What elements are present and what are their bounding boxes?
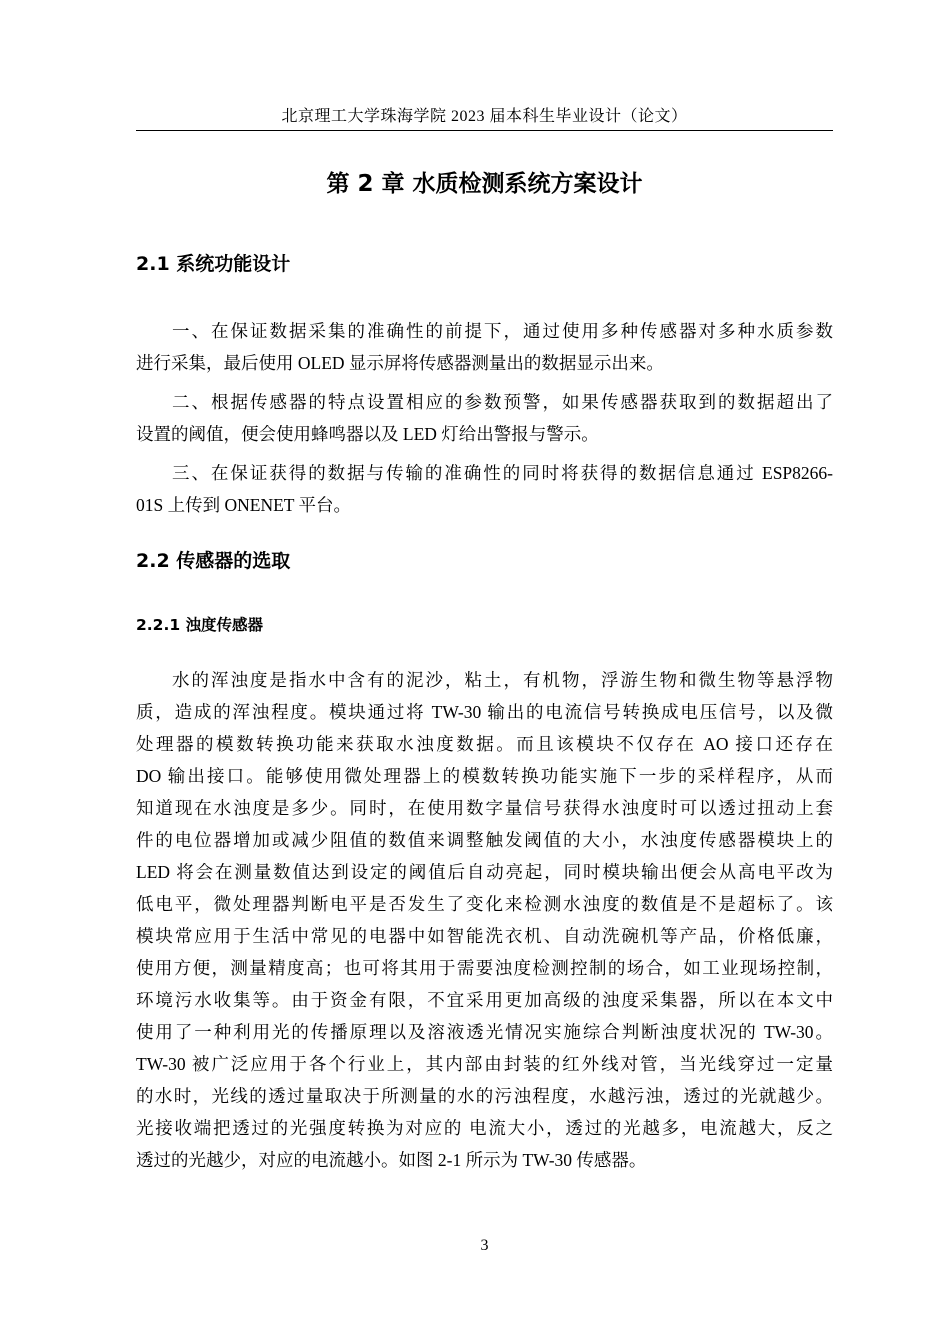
paragraph-line: TW-30 被广泛应用于各个行业上，其内部由封装的红外线对管，当光线穿过一定量 xyxy=(136,1054,833,1074)
paragraph-line: 的水时，光线的透过量取决于所测量的水的污浊程度，水越污浊，透过的光就越少。 xyxy=(136,1086,833,1106)
paragraph-line: 质，造成的浑浊程度。模块通过将 TW-30 输出的电流信号转换成电压信号，以及微 xyxy=(136,702,833,722)
paragraph-line: 低电平，微处理器判断电平是否发生了变化来检测水浊度的数值是不是超标了。该 xyxy=(136,894,833,914)
paragraph-line: 使用方便，测量精度高；也可将其用于需要浊度检测控制的场合，如工业现场控制， xyxy=(136,958,833,978)
paragraph-line: 三、在保证获得的数据与传输的准确性的同时将获得的数据信息通过 ESP8266- xyxy=(172,463,833,483)
paragraph-function-1 xyxy=(136,315,833,379)
paragraph-line: 件的电位器增加或减少阻值的数值来调整触发阈值的大小，水浊度传感器模块上的 xyxy=(136,830,833,850)
page-number: 3 xyxy=(480,1237,489,1254)
paragraph-line: 01S 上传到 ONENET 平台。 xyxy=(136,495,352,515)
paragraph-line: 模块常应用于生活中常见的电器中如智能洗衣机、自动洗碗机等产品，价格低廉， xyxy=(136,926,833,946)
paragraph-function-3 xyxy=(136,457,833,521)
subsection-heading-2-2-1: 2.2.1 浊度传感器 xyxy=(136,616,264,634)
paragraph-line: 设置的阈值，便会使用蜂鸣器以及 LED 灯给出警报与警示。 xyxy=(136,424,599,444)
paragraph-line: 处理器的模数转换功能来获取水浊度数据。而且该模块不仅存在 AO 接口还存在 xyxy=(136,734,833,754)
paragraph-line: DO 输出接口。能够使用微处理器上的模数转换功能实施下一步的采样程序，从而 xyxy=(136,766,833,786)
paragraph-line: 一、在保证数据采集的准确性的前提下，通过使用多种传感器对多种水质参数 xyxy=(172,321,833,341)
chapter-title: 第 2 章 水质检测系统方案设计 xyxy=(326,171,643,197)
paragraph-line: 知道现在水浊度是多少。同时，在使用数字量信号获得水浊度时可以透过扭动上套 xyxy=(136,798,833,818)
paragraph-line: 光接收端把透过的光强度转换为对应的 电流大小，透过的光越多，电流越大，反之 xyxy=(136,1118,833,1138)
section-heading-2-1: 2.1 系统功能设计 xyxy=(136,253,291,275)
paragraph-line: LED 将会在测量数值达到设定的阈值后自动亮起，同时模块输出便会从高电平改为 xyxy=(136,862,833,882)
paragraph-function-2 xyxy=(136,386,833,450)
page-header: 北京理工大学珠海学院 2023 届本科生毕业设计（论文） xyxy=(281,108,688,125)
paragraph-line: 水的浑浊度是指水中含有的泥沙，粘土，有机物，浮游生物和微生物等悬浮物 xyxy=(172,670,833,690)
paragraph-turbidity-sensor xyxy=(136,664,833,1176)
paragraph-line: 进行采集，最后使用 OLED 显示屏将传感器测量出的数据显示出来。 xyxy=(136,353,664,373)
paragraph-line: 二、根据传感器的特点设置相应的参数预警，如果传感器获取到的数据超出了 xyxy=(172,392,833,412)
paragraph-line: 透过的光越少，对应的电流越小。如图 2-1 所示为 TW-30 传感器。 xyxy=(136,1150,647,1170)
paragraph-line: 使用了一种利用光的传播原理以及溶液透光情况实施综合判断浊度状况的 TW-30。 xyxy=(136,1022,833,1042)
section-heading-2-2: 2.2 传感器的选取 xyxy=(136,550,291,572)
header-rule xyxy=(136,130,833,131)
paragraph-line: 环境污水收集等。由于资金有限，不宜采用更加高级的浊度采集器，所以在本文中 xyxy=(136,990,833,1010)
